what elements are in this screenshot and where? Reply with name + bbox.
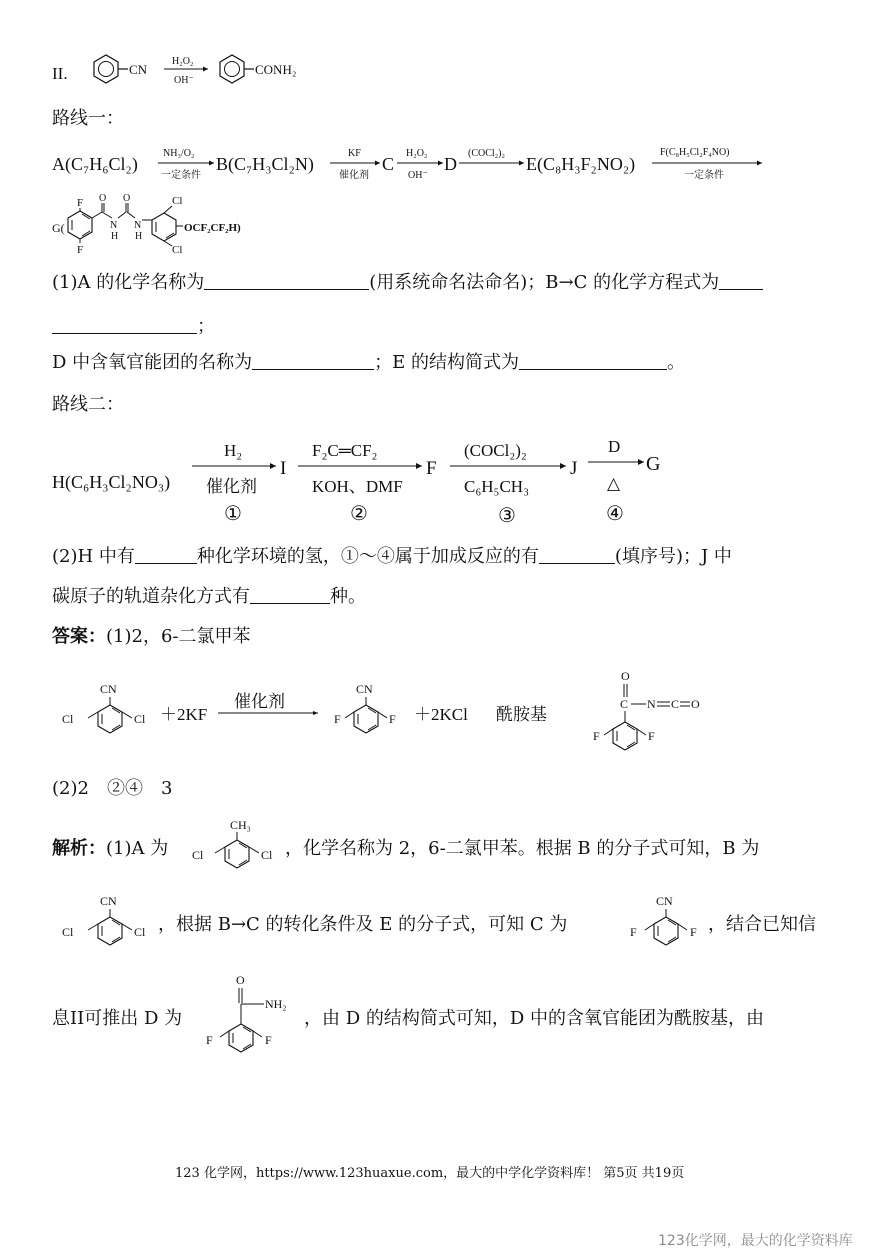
ans-r-cl-left: Cl: [62, 712, 74, 726]
route2-step3-num: ③: [498, 505, 516, 527]
compound-i: I: [280, 458, 287, 479]
analysis-p3-a: 息II可推出 D 为: [52, 1008, 183, 1029]
answer-label: 答案：: [52, 626, 106, 647]
route1-step-d-top: (COCl₂)₂: [468, 148, 505, 159]
ans-e-f-right: F: [648, 729, 655, 743]
ans-e-c1: C: [620, 697, 629, 711]
g-n-1: N: [110, 220, 118, 231]
route1-step-e-top: F(C₈H₅Cl₂F₄NO): [660, 147, 730, 158]
ans-e-n: N: [647, 697, 656, 711]
compound-e: E(C₈H₃F₂NO₂): [526, 154, 636, 174]
route2-step2-bottom: KOH、DMF: [312, 477, 403, 496]
an-c-f-right: F: [690, 925, 697, 939]
q1-line3-end: 。: [667, 352, 686, 373]
an-d-f-right: F: [265, 1033, 272, 1047]
route2-step1-bottom: 催化剂: [206, 477, 257, 496]
g-cl-bottom: Cl: [172, 244, 183, 256]
route1-step-a-top: NH₃/O₂: [163, 148, 195, 159]
ans-catalyst: 催化剂: [234, 692, 285, 711]
route2-step2-num: ②: [350, 503, 368, 525]
route2-heading: 路线二：: [52, 394, 124, 415]
route2-step2-top: F₂C═CF₂: [312, 441, 378, 460]
info-ii-product-group: CONH₂: [255, 62, 297, 77]
g-f-top: F: [77, 197, 84, 209]
route1-step-c-top: H₂O₂: [406, 148, 428, 159]
analysis-p3-b: ，由 D 的结构简式可知，D 中的含氧官能团为酰胺基，由: [304, 1008, 765, 1029]
g-f-bottom: F: [77, 244, 84, 256]
info-ii-cond-bottom: OH⁻: [174, 75, 194, 86]
info-ii-label: II.: [52, 64, 68, 83]
ans-r-cn: CN: [100, 682, 117, 696]
route1-step-b-bottom: 催化剂: [339, 170, 369, 181]
route1-step-c-bottom: OH⁻: [408, 170, 428, 181]
page-footer: 123 化学网，https://www.123huaxue.com，最大的中学化学资料库！ 第5页 共19页: [175, 1166, 685, 1181]
analysis-p1-b: ，化学名称为 2，6-二氯甲苯。根据 B 的分子式可知，B 为: [285, 838, 760, 859]
an-d-f-left: F: [206, 1033, 213, 1047]
g-o-1: O: [99, 193, 107, 204]
ans-amide: 酰胺基: [496, 705, 547, 724]
route1-step-a-bottom: 一定条件: [161, 170, 201, 181]
an-b-cl-left: Cl: [62, 925, 74, 939]
analysis-c-structure: [630, 894, 697, 945]
route2-step3-top: (COCl₂)₂: [464, 441, 527, 460]
an-a-cl-right: Cl: [261, 848, 273, 862]
ans-r-cl-right: Cl: [134, 712, 146, 726]
q2-line2-a: 碳原子的轨道杂化方式有: [52, 586, 250, 607]
compound-g-final: G: [646, 453, 661, 475]
q2-line2-b: 种。: [330, 586, 366, 607]
route2-step4-bottom: △: [607, 474, 621, 493]
q1-line3-b: ；E 的结构简式为: [374, 352, 520, 373]
route1-step-e-bottom: 一定条件: [684, 170, 724, 181]
analysis-a-structure: [192, 818, 273, 868]
g-o-2: O: [123, 193, 131, 204]
compound-b: B(C₇H₃Cl₂N): [216, 154, 314, 174]
an-d-nh2: NH₂: [265, 997, 287, 1011]
route2-step3-bottom: C₆H₅CH₃: [464, 477, 530, 496]
q1-line1-b: (用系统命名法命名)；B→C 的化学方程式为: [369, 272, 720, 293]
an-b-cl-right: Cl: [134, 925, 146, 939]
g-h-2: H: [135, 231, 143, 242]
route1-heading: 路线一：: [52, 108, 124, 129]
q2-line1-a: (2)H 中有: [52, 546, 135, 567]
q2-line1-b: 种化学环境的氢，①～④属于加成反应的有: [196, 546, 539, 567]
q1-line2-end: ；: [197, 316, 215, 337]
ans-e-o-top: O: [621, 669, 630, 683]
analysis-p1-a: (1)A 为: [106, 838, 169, 859]
watermark: 123化学网，最大的化学资料库: [658, 1233, 853, 1249]
an-a-cl-left: Cl: [192, 848, 204, 862]
g-h-1: H: [111, 231, 119, 242]
compound-j: J: [570, 458, 578, 479]
compound-c: C: [382, 154, 395, 174]
ans-p-cn: CN: [356, 682, 373, 696]
compound-d: D: [444, 154, 457, 174]
analysis-p2-a: ，根据 B→C 的转化条件及 E 的分子式，可知 C 为: [158, 914, 568, 935]
answer-line3: (2)2 ②④ 3: [52, 778, 173, 799]
compound-f: F: [426, 458, 437, 479]
an-d-o: O: [236, 973, 245, 987]
q2-line1-c: (填序号)；J 中: [614, 546, 732, 567]
route2-step1-top: H₂: [224, 441, 243, 460]
g-cl-top: Cl: [172, 195, 183, 207]
ans-p-f-right: F: [389, 712, 396, 726]
analysis-label: 解析：: [52, 838, 106, 859]
ans-e-f-left: F: [593, 729, 600, 743]
an-b-cn: CN: [100, 894, 117, 908]
info-ii-cond-top: H₂O₂: [172, 56, 194, 67]
compound-g-prefix: G(: [52, 221, 65, 235]
g-chain: OCF₂CF₂H): [184, 222, 241, 234]
route2-step1-num: ①: [224, 503, 242, 525]
analysis-d-structure: [206, 973, 287, 1052]
ans-plus-kcl: ＋2KCl: [414, 705, 468, 724]
info-ii-reactant-group: CN: [129, 62, 148, 77]
an-c-cn: CN: [656, 894, 673, 908]
analysis-p2-b: ，结合已知信: [708, 914, 816, 935]
answer-text-1: (1)2，6-二氯甲苯: [106, 626, 251, 647]
route2-step4-top: D: [608, 437, 621, 456]
compound-a: A(C₇H₆Cl₂): [52, 154, 138, 174]
ans-plus-kf: ＋2KF: [160, 705, 208, 724]
analysis-b-structure: [62, 894, 146, 945]
g-n-2: N: [134, 220, 142, 231]
q1-line1-a: (1)A 的化学名称为: [52, 272, 205, 293]
ans-e-c2: C: [671, 697, 680, 711]
compound-h: H(C₆H₃Cl₂NO₃): [52, 472, 171, 492]
ans-p-f-left: F: [334, 712, 341, 726]
route1-step-b-top: KF: [348, 148, 361, 159]
route2-step4-num: ④: [606, 503, 624, 525]
q1-line3-a: D 中含氧官能团的名称为: [52, 352, 253, 373]
an-c-f-left: F: [630, 925, 637, 939]
ans-e-o-right: O: [691, 697, 700, 711]
an-a-ch3: CH₃: [230, 818, 251, 832]
